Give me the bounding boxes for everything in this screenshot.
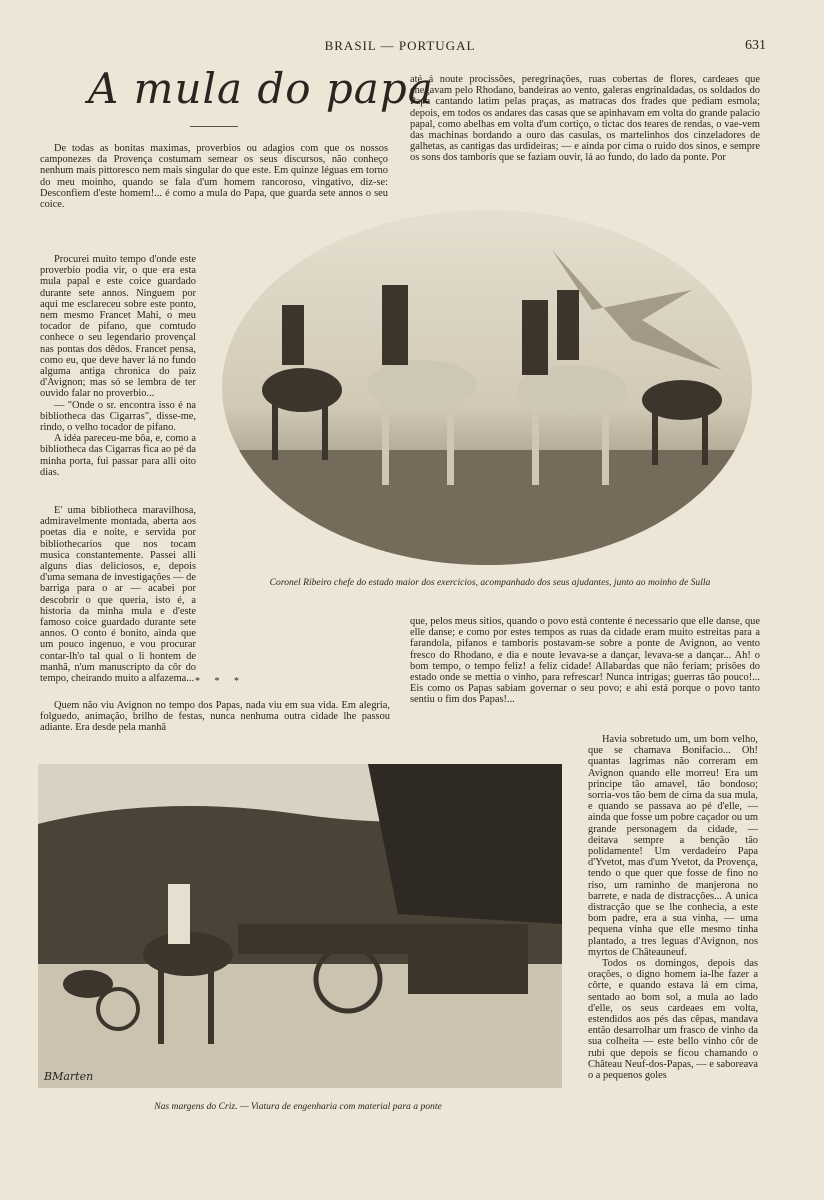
paragraph-6: Quem não viu Avignon no tempo dos Papas, nada viu em sua vida. Em alegria, folguedo, animação, brilho de festas, nunca nenhuma outra cidade lhe passou adiante. Era desde pela manhã	[40, 700, 390, 734]
article-intro	[40, 143, 388, 210]
right-column-top	[410, 74, 760, 164]
wagon-illustration	[38, 764, 562, 1088]
paragraph-2: Procurei muito tempo d'onde este proverbio podia vir, o que era esta mula papal e este coice guardado durante sete annos. Ninguem por aqui me esclareceu sobre este ponto, nem mesmo Francet Mahi, o meu tocador de pifano, que comtudo conhece o seu legendario provençal nas pontas dos dêdos. Francet pensa, como eu, que deve haver lá no fundo alguma antiga chronica do paiz d'Avignon; mas só se lembra de ter ouvido falar no proverbio...	[40, 254, 196, 400]
intro-paragraph: De todas as bonitas maximas, proverbios ou adagios com que os nossos camponezes da Provença costumam semear os seus discursos, não conheço nenhum mais pittoresco nem mais singular do que este. Em quinze léguas em torno do meu moinho, quando se fala d'um homem rancoroso, vingativo, diz-se: Desconfiem d'este homem!... é como a mula do Papa, que guarda sete annos o seu coice.	[40, 143, 388, 211]
article-title: A mula do papa	[88, 64, 434, 113]
paragraph-3: — "Onde o sr. encontra isso é na bibliotheca das Cigarras", disse-me, rindo, o velho tocador de pifano.	[40, 399, 196, 434]
caption-wagon: Nas margens do Criz. — Viatura de engenharia com material para a ponte	[154, 1101, 442, 1112]
right-mid2-paragraph: Havia sobretudo um, um bom velho, que se chamava Bonifacio... Oh! quantas lagrimas não correram em Avignon quando elle morreu! Era um principe tão amavel, tão bondoso; sorria-vos tão bem de cima da sua mula, e quando se passava ao pé d'elle, — ainda que fosse um pobre caçador ou um grande personagem da cidade, — deitava sempre a benção tão polidamente! Um verdadeiro Papa d'Yvetot, mas d'um Yvetot, da Provença, tendo o que quer que fosse de fino no riso, um raminho de manjerona no barrete, e nada de distracções... A unica distracção que se lhe conhecia, a este bom padre, era a sua vinha, — uma pequena vinha que elle mesmo tinha plantado, a tres leguas d'Avignon, nos myrtos de Châteauneuf.	[588, 734, 758, 958]
caption-cavalry: Coronel Ribeiro chefe do estado maior dos exercicios, acompanhado dos seus ajudantes, junto ao moinho de Sulla	[269, 577, 711, 588]
oval-photo-cavalry	[222, 210, 752, 565]
running-title: BRASIL — PORTUGAL	[324, 38, 476, 53]
section-stars: * * *	[195, 676, 245, 687]
paragraph-4: A idéa pareceu-me bôa, e, como a bibliotheca das Cigarras fica ao pé da minha porta, fui passar para alli oito dias.	[40, 433, 196, 478]
photo-signature: BMarten	[44, 1070, 94, 1083]
right-top-paragraph: até á noute procissões, peregrinações, ruas cobertas de flores, cardeaes que chegavam pelo Rhodano, bandeiras ao vento, galeras engrinaldadas, os soldados do Papa cantando latim pelas praças, as matracas dos frades que pediam esmola; depois, em todos os andares das casas que se apinhavam em volta do grande palacio papal, como abelhas em volta d'um cortiço, o tictac dos teares de rendas, o vae-vem das machinas bordando a ouro das casulas, os martelinhos dos cinzeladores de galhetas, as cantigas das urdideiras; — e ainda por cima o ruido dos sinos, e sempre os sons dos tamborís que se faziam ouvir, lá ao fundo, do lado da ponte. Por	[410, 74, 760, 164]
narrow-column	[40, 254, 196, 478]
rect-photo-wagon	[38, 764, 562, 1088]
paragraph-6-block	[40, 700, 390, 734]
page-number: 631	[745, 38, 766, 53]
right-mid-paragraph: que, pelos meus sitios, quando o povo está contente é necessario que elle danse, que elle danse; e como por estes tempos as ruas da cidade eram muito estreitas para a farandola, pifanos e tamboris postavam-se sobre a ponte de Avignon, ao vento fresco do Rhodano, e dia e noute levava-se a dançar, levava-se a dançar... Ah! o bom tempo, o tempo feliz! a feliz cidade! Allabardas que não feriam; prisões do estado onde se mettia o vinho, para refrescar! Nunca intrigas; guerras tão pouco!... Eis como os Papas sabiam governar o seu povo; e ahi está porque o povo tanto sentiu o fim dos Papas!...	[410, 616, 760, 706]
right-narrow-column	[588, 734, 758, 1081]
cavalry-illustration	[222, 210, 752, 565]
title-rule	[190, 126, 238, 127]
narrow-column-2	[40, 505, 196, 684]
paragraph-5: E' uma bibliotheca maravilhosa, admiravelmente montada, aberta aos poetas dia e noite, e servida por bibliothecarios que nos tocam musica constantemente. Passei alli alguns dias deliciosos, e, depois d'uma semana de investigações — de barriga para o ar — acabei por descobrir o que queria, isto é, a historia da minha mula e d'este famoso coice guardado durante sete annos. O conto é bonito, ainda que um pouco ingenuo, e vou procurar contar-lh'o tal qual o li hontem de manhã, n'um manuscripto da côr do tempo, cheirando muito a alfazema...	[40, 505, 196, 685]
right-column-middle	[410, 616, 760, 706]
page-header	[0, 38, 824, 58]
right-bottom-paragraph: Todos os domingos, depois das orações, o digno homem ia-lhe fazer a côrte, e quando estava lá em cima, sentado ao bom sol, a mula ao lado d'elle, os seus cardeaes em volta, estendidos aos pés das cêpas, mandava então desarrolhar um frasco de vinho da sua colheita — este bello vinho côr de rubi que depois se ficou chamando o Château Neuf-dos-Papas, — e saboreava o a pequenos goles	[588, 958, 758, 1082]
